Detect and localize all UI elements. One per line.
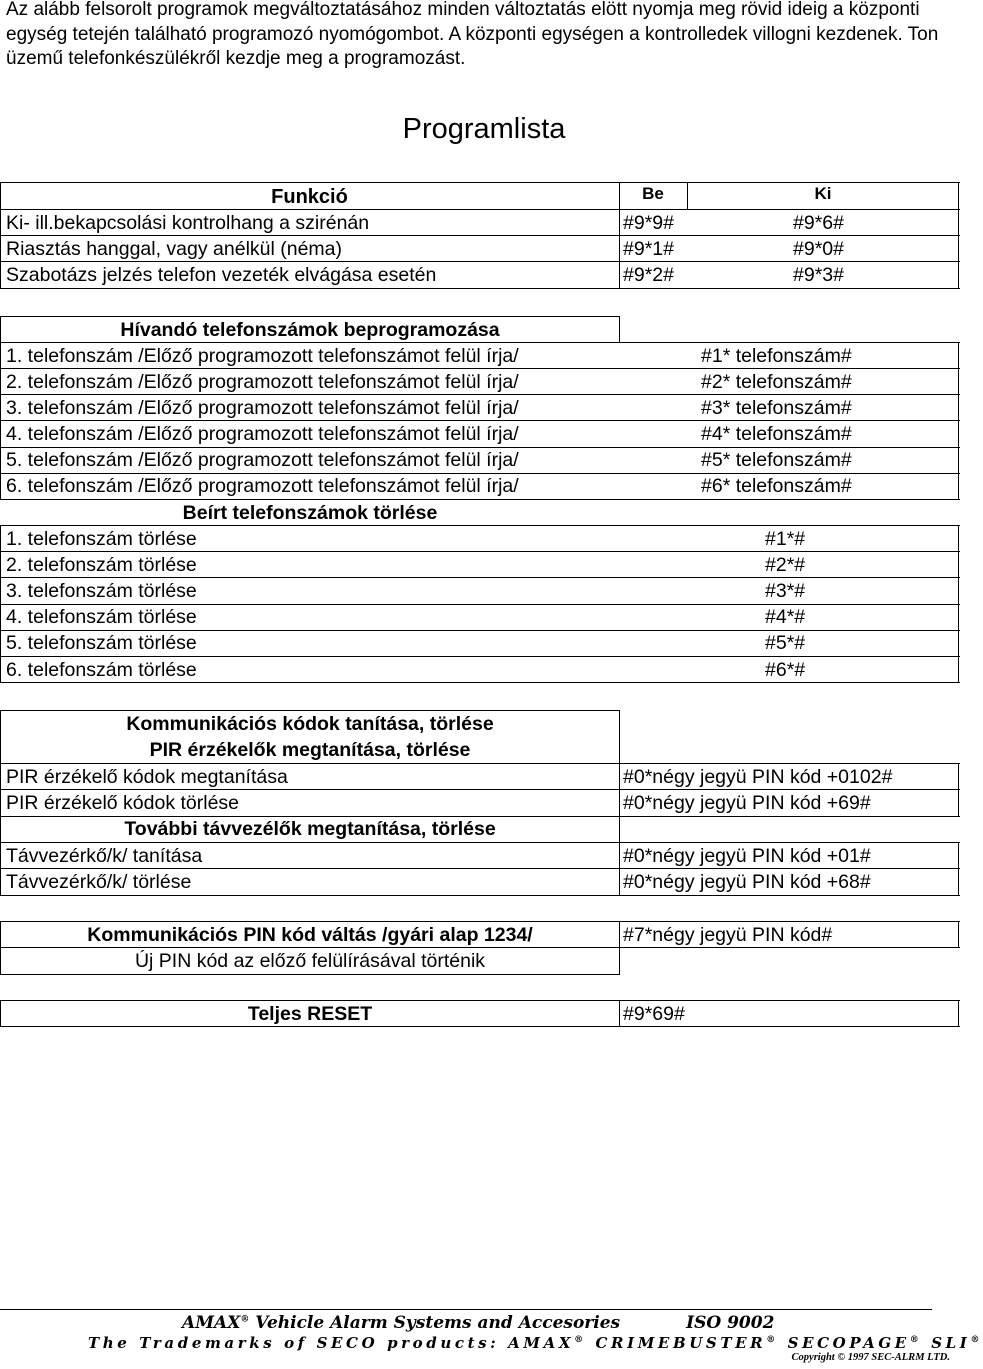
reset-code: #9*69# <box>623 1003 685 1025</box>
list-item-label: 5. telefonszám törlése <box>6 632 197 654</box>
list-item-code: #1* telefonszám# <box>701 345 852 367</box>
list-item-label: Távvezérkő/k/ törlése <box>6 871 192 893</box>
pin-change-note: Új PIN kód az előző felülírásával történik <box>134 950 486 972</box>
list-item-label: PIR érzékelő kódok törlése <box>6 792 240 814</box>
list-item-label: 1. telefonszám törlése <box>6 528 197 550</box>
pin-change-code: #7*négy jegyü PIN kód# <box>623 924 833 946</box>
table-row-label: Ki- ill.bekapcsolási kontrolhang a szirénán <box>6 212 370 234</box>
footer-divider <box>0 1309 932 1310</box>
list-item-code: #0*négy jegyü PIN kód +01# <box>623 845 871 867</box>
list-item-label: 1. telefonszám /Előző programozott telefonszámot felül írja/ <box>6 345 519 367</box>
registered-mark: ® <box>766 1335 779 1345</box>
list-item-code: #3*# <box>765 580 806 602</box>
list-item-label: 5. telefonszám /Előző programozott telefonszámot felül írja/ <box>6 449 519 471</box>
table-row-be-code: #9*9# <box>623 212 674 234</box>
trademark-text: SLI <box>922 1334 971 1352</box>
list-item-label: 4. telefonszám /Előző programozott telefonszámot felül írja/ <box>6 423 519 445</box>
registered-mark: ® <box>970 1335 983 1345</box>
list-item-code: #5* telefonszám# <box>701 449 852 471</box>
table-row-label: Szabotázs jelzés telefon vezeték elvágása esetén <box>6 264 437 286</box>
section-header-remotes: További távvezélők megtanítása, törlése <box>124 818 496 840</box>
footer-trademarks-line <box>88 1334 983 1352</box>
table-row-be-code: #9*1# <box>623 238 674 260</box>
list-item-label: 2. telefonszám törlése <box>6 554 197 576</box>
list-item-code: #6*# <box>765 659 806 681</box>
list-item-code: #5*# <box>765 632 806 654</box>
list-item-code: #4*# <box>765 606 806 628</box>
footer-tagline: Vehicle Alarm Systems and Accesories <box>249 1313 621 1333</box>
list-item-code: #3* telefonszám# <box>701 397 852 419</box>
list-item-label: 2. telefonszám /Előző programozott telefonszámot felül írja/ <box>6 371 519 393</box>
registered-mark: ® <box>574 1335 587 1345</box>
list-item-label: 3. telefonszám törlése <box>6 580 197 602</box>
section-header-delete-numbers: Beírt telefonszámok törlése <box>182 502 438 524</box>
section-header-pir: PIR érzékelők megtanítása, törlése <box>149 739 471 761</box>
list-item-label: 3. telefonszám /Előző programozott telefonszámot felül írja/ <box>6 397 519 419</box>
list-item-code: #1*# <box>765 528 806 550</box>
column-header-be: Be <box>642 184 664 203</box>
table-row-label: Riasztás hanggal, vagy anélkül (néma) <box>6 238 343 260</box>
footer-copyright: Copyright © 1997 SEC-ALRM LTD. <box>791 1352 950 1363</box>
pin-change-label: Kommunikációs PIN kód váltás /gyári alap 1234/ <box>87 924 533 946</box>
registered-mark: ® <box>240 1314 250 1325</box>
table-row-ki-code: #9*3# <box>793 264 844 286</box>
registered-mark: ® <box>909 1335 923 1345</box>
list-item-label: 4. telefonszám törlése <box>6 606 197 628</box>
intro-paragraph: Az alább felsorolt programok megváltoztatásához minden változtatás elött nyomja meg rövid ideig a központi egység tetején található programozó nyomógombot. A központi egységen a kontrolledek villogni kezdenek. Ton üzemű telefonkészülékről kezdje meg a programozást. <box>6 0 939 69</box>
column-header-funkcio: Funkció <box>271 186 348 208</box>
page-title: Programlista <box>402 113 566 145</box>
footer-amax: AMAX <box>182 1313 241 1333</box>
table-row-be-code: #9*2# <box>623 264 674 286</box>
footer-iso: ISO 9002 <box>686 1313 775 1333</box>
table-row-ki-code: #9*6# <box>793 212 844 234</box>
column-header-ki: Ki <box>814 184 832 203</box>
reset-label: Teljes RESET <box>247 1003 373 1025</box>
list-item-code: #6* telefonszám# <box>701 475 852 497</box>
trademark-text: The Trademarks of SECO products: AMAX <box>88 1334 575 1352</box>
list-item-code: #0*négy jegyü PIN kód +69# <box>623 792 871 814</box>
list-item-label: PIR érzékelő kódok megtanítása <box>6 766 288 788</box>
list-item-code: #0*négy jegyü PIN kód +68# <box>623 871 871 893</box>
list-item-label: 6. telefonszám törlése <box>6 659 197 681</box>
table-row-ki-code: #9*0# <box>793 238 844 260</box>
list-item-code: #4* telefonszám# <box>701 423 852 445</box>
trademark-text: CRIMEBUSTER <box>586 1334 767 1352</box>
section-header-comm-codes: Kommunikációs kódok tanítása, törlése <box>126 713 494 735</box>
list-item-code: #2*# <box>765 554 806 576</box>
list-item-code: #2* telefonszám# <box>701 371 852 393</box>
list-item-label: 6. telefonszám /Előző programozott telefonszámot felül írja/ <box>6 475 519 497</box>
list-item-code: #0*négy jegyü PIN kód +0102# <box>623 766 893 788</box>
trademark-text: SECOPAGE <box>778 1334 910 1352</box>
section-header-phone-numbers: Hívandó telefonszámok beprogramozása <box>120 319 500 341</box>
footer-brand-line <box>182 1313 774 1333</box>
list-item-label: Távvezérkő/k/ tanítása <box>6 845 203 867</box>
